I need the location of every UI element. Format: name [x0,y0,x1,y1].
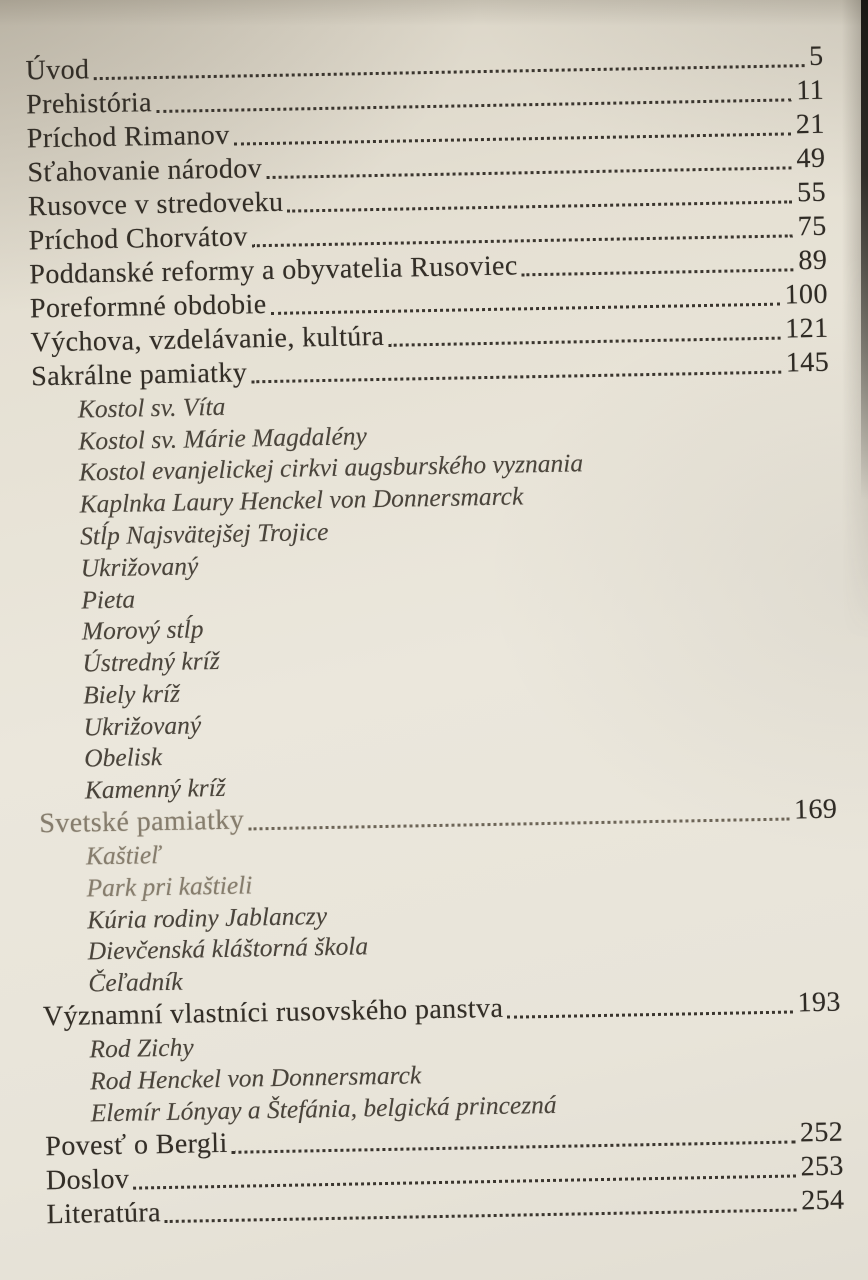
toc-entry-title: Dievčenská kláštorná škola [87,931,369,966]
toc-entry-title: Kostol evanjelickej cirkvi augsburského vyznania [78,448,584,487]
toc-entry-page-number: 253 [800,1150,845,1183]
toc-entry-title: Biely kríž [82,678,181,710]
dot-leader [507,1011,792,1019]
toc-entry-title: Ukrižovaný [80,551,199,583]
toc-entry-title: Príchod Chorvátov [28,221,249,257]
toc-entry-title: Prehistória [25,87,153,121]
toc-entry-title: Príchod Rimanov [26,119,230,155]
toc-entry-title: Ukrižovaný [83,709,202,742]
toc-entry-page-number: 55 [796,176,827,209]
toc-entry-title: Kostol sv. Víta [77,391,226,424]
toc-entry-title: Literatúra [46,1196,162,1230]
toc-entry-title: Ústredný kríž [82,646,220,678]
toc-entry-title: Obelisk [83,742,163,773]
dot-leader [165,1208,796,1223]
toc-entry-title: Kamenný kríž [84,773,226,805]
toc-entry-title: Kaštieľ [85,840,161,871]
toc-entry-page-number: 252 [799,1116,844,1149]
table-of-contents [25,39,844,1231]
toc-entry-page-number: 89 [798,244,828,277]
toc-entry-page-number: 11 [796,74,825,107]
toc-entry-title: Sakrálne pamiatky [30,357,248,393]
toc-entry-title: Morový stĺp [81,614,204,646]
toc-entry-title: Poddanské reformy a obyvatelia Rusoviec [29,250,518,291]
toc-entry-title: Čeľadník [88,966,183,998]
toc-entry-title: Poreformné obdobie [29,289,267,325]
toc-entry-title: Doslov [45,1163,130,1196]
toc-entry-title: Rod Henckel von Donnersmarck [89,1060,422,1096]
toc-entry-page-number: 49 [796,142,826,175]
toc-entry-title: Rusovce v stredoveku [27,186,284,223]
toc-entry-page-number: 5 [808,40,824,73]
toc-entry-page-number: 75 [797,210,827,243]
toc-entry-title: Svetské pamiatky [39,804,245,840]
toc-entry-page-number: 254 [800,1184,845,1217]
page-edge-dark-strip [861,0,868,500]
toc-entry-title: Kaplnka Laury Henckel von Donnersmarck [79,481,524,519]
toc-entry-title: Stĺp Najsvätejšej Trojice [79,516,329,551]
toc-entry-page-number: 121 [784,312,829,345]
toc-entry-title: Elemír Lónyay a Štefánia, belgická princezná [90,1089,557,1128]
toc-entry-page-number: 100 [784,278,829,311]
toc-entry-page-number: 145 [785,346,830,379]
toc-entry-title: Kúria rodiny Jablanczy [86,900,328,935]
toc-entry-title: Park pri kaštieli [86,870,253,903]
toc-entry-title: Kostol sv. Márie Magdalény [78,420,368,456]
dot-leader [388,337,780,347]
toc-entry-title: Významní vlastníci rusovského panstva [42,993,504,1033]
toc-entry-title: Pieta [81,583,136,614]
toc-entry-page-number: 193 [797,986,842,1019]
toc-entry-title: Úvod [25,54,90,87]
toc-entry-title: Výchova, vzdelávanie, kultúra [30,320,385,359]
toc-entry-title: Rod Zichy [89,1032,194,1064]
dot-leader [522,268,794,276]
toc-entry-title: Povesť o Bergli [45,1127,228,1162]
toc-entry-page-number: 21 [795,108,825,141]
toc-entry-page-number: 169 [793,793,838,826]
page-top-shadow [0,0,868,26]
toc-entry-title: Sťahovanie národov [27,153,263,189]
